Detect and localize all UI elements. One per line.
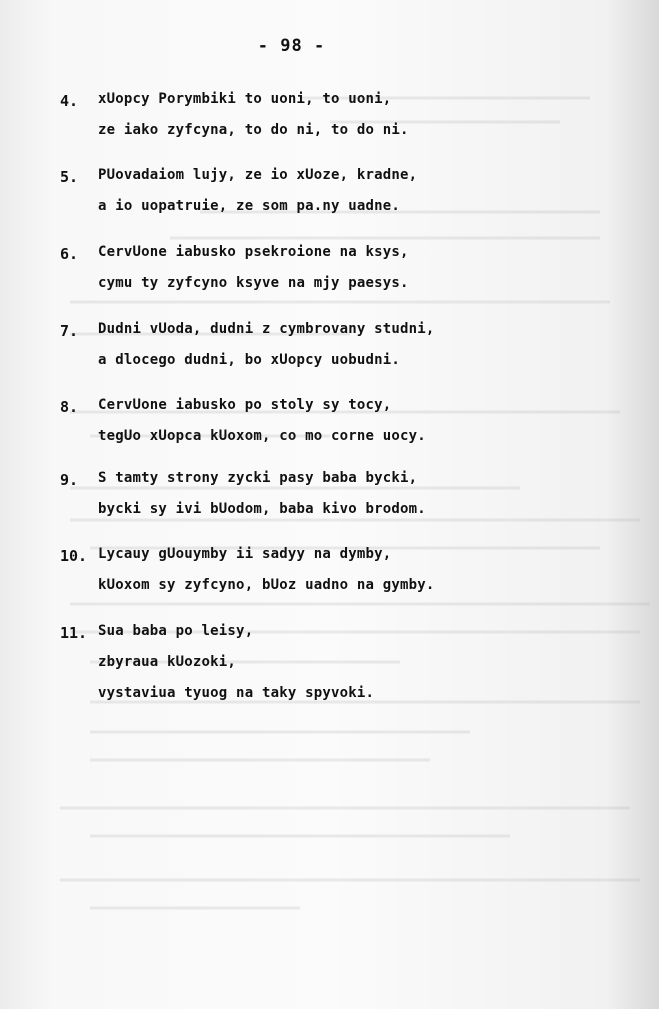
verse-line: Sua baba po leisy,: [98, 623, 254, 639]
stanza-lines: [98, 92, 618, 146]
stanza-number: 8.: [60, 398, 79, 416]
stanza-lines: [98, 398, 618, 452]
verse-line: tegUo xUopca kUoxom, co mo corne uocy.: [98, 428, 426, 444]
stanza-number: 4.: [60, 92, 79, 110]
stanza-lines: [98, 547, 618, 601]
verse-line: Dudni vUoda, dudni z cymbrovany studni,: [98, 321, 435, 337]
page-number: - 98 -: [257, 36, 326, 56]
verse-line: a io uopatruie, ze som pa.ny uadne.: [98, 198, 401, 214]
stanza-number: 10.: [60, 547, 88, 565]
verse-line: S tamty strony zycki pasy baba bycki,: [98, 470, 418, 486]
verse-line: a dlocego dudni, bo xUopcy uobudni.: [98, 352, 401, 368]
verse-line: PUovadaiom lujy, ze io xUoze, kradne,: [98, 167, 418, 183]
stanza-lines: [98, 322, 618, 376]
verse-line: cymu ty zyfcyno ksyve na mjy paesys.: [98, 275, 409, 291]
verse-line: xUopcy Porymbiki to uoni, to uoni,: [98, 91, 392, 107]
stanza-lines: [98, 168, 618, 222]
stanza-number: 9.: [60, 471, 79, 489]
stanza-number: 7.: [60, 322, 79, 340]
verse-line: kUoxom sy zyfcyno, bUoz uadno na gymby.: [98, 577, 435, 593]
verse-line: bycki sy ivi bUodom, baba kivo brodom.: [98, 501, 426, 517]
verse-line: CervUone iabusko po stoly sy tocy,: [98, 397, 392, 413]
verse-line: vystaviua tyuog na taky spyvoki.: [98, 685, 375, 701]
stanza-lines: [98, 245, 618, 299]
verse-line: CervUone iabusko psekroione na ksys,: [98, 244, 409, 260]
verse-line: Lycauy gUouymby ii sadyy na dymby,: [98, 546, 392, 562]
stanza-lines: [98, 471, 618, 525]
stanza-number: 5.: [60, 168, 79, 186]
stanza-number: 6.: [60, 245, 79, 263]
verse-line: ze iako zyfcyna, to do ni, to do ni.: [98, 122, 409, 138]
stanza-lines: [98, 624, 618, 709]
verse-line: zbyraua kUozoki,: [98, 654, 237, 670]
stanza-number: 11.: [60, 624, 88, 642]
